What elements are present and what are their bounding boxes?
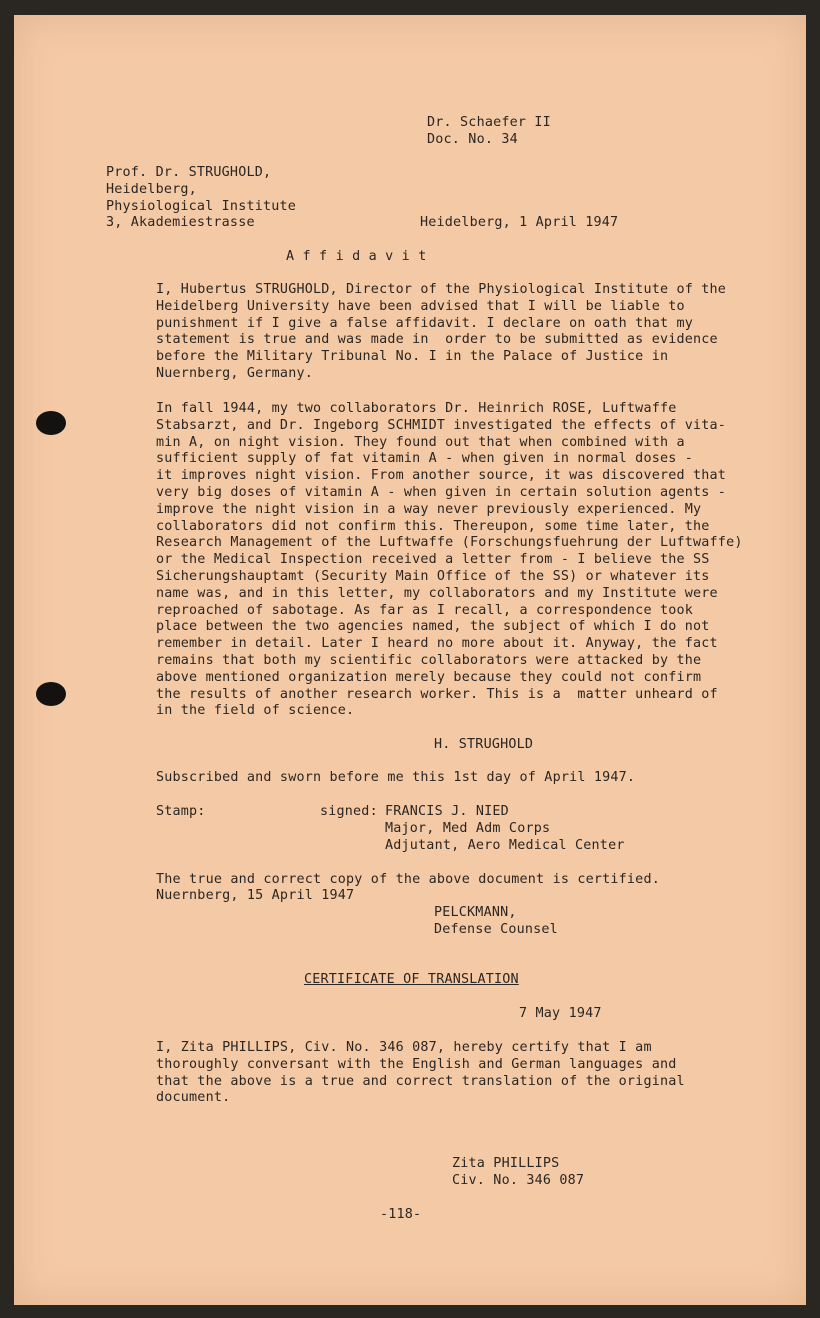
text-line: I, Zita PHILLIPS, Civ. No. 346 087, hereby certify that I am	[156, 1040, 652, 1055]
officer-name: FRANCIS J. NIED	[385, 804, 509, 819]
officer-title: Adjutant, Aero Medical Center	[385, 838, 625, 853]
text-line: the results of another research worker. This is a matter unheard of	[156, 686, 718, 702]
text-line: or the Medical Inspection received a letter from - I believe the SS	[156, 552, 710, 568]
certification-line: The true and correct copy of the above document is certified.	[156, 872, 660, 887]
punch-hole-bottom	[36, 682, 66, 706]
text-line: place between the two agencies named, the subject of which I do not	[156, 619, 710, 635]
translator-civ-number: Civ. No. 346 087	[452, 1173, 585, 1188]
text-line: improve the night vision in a way never previously experienced. My	[156, 501, 702, 517]
text-line: that the above is a true and correct translation of the original	[156, 1073, 685, 1089]
paragraph-advisement	[156, 282, 726, 383]
sender-line: Physiological Institute	[106, 198, 297, 214]
counsel-title: Defense Counsel	[434, 922, 558, 937]
officer-rank: Major, Med Adm Corps	[385, 821, 551, 836]
translator-name: Zita PHILLIPS	[452, 1156, 560, 1171]
text-line: it improves night vision. From another source, it was discovered that	[156, 468, 727, 484]
sworn-statement: Subscribed and sworn before me this 1st day of April 1947.	[156, 770, 636, 785]
text-line: Nuernberg, Germany.	[156, 365, 313, 381]
text-line: remember in detail. Later I heard no more about it. Anyway, the fact	[156, 636, 718, 652]
punch-hole-top	[36, 411, 66, 435]
sender-address	[106, 165, 296, 232]
sender-line: 3, Akademiestrasse	[106, 215, 255, 231]
page-number: -118-	[380, 1207, 422, 1222]
signed-prefix: signed:	[320, 804, 378, 819]
sender-line: Heidelberg,	[106, 181, 197, 197]
text-line: above mentioned organization merely because they could not confirm	[156, 669, 702, 685]
text-line: thoroughly conversant with the English and German languages and	[156, 1056, 677, 1072]
paragraph-statement	[156, 401, 743, 720]
text-line: punishment if I give a false affidavit. I declare on oath that my	[156, 315, 694, 331]
affiant-signature: H. STRUGHOLD	[434, 737, 534, 752]
translation-heading: CERTIFICATE OF TRANSLATION	[304, 972, 519, 987]
text-line: in the field of science.	[156, 703, 355, 719]
sender-line: Prof. Dr. STRUGHOLD,	[106, 165, 272, 180]
text-line: very big doses of vitamin A - when given in certain solution agents -	[156, 484, 727, 500]
certification-place-date: Nuernberg, 15 April 1947	[156, 888, 355, 903]
text-line: In fall 1944, my two collaborators Dr. Heinrich ROSE, Luftwaffe	[156, 401, 677, 416]
doc-number: Doc. No. 34	[427, 132, 518, 147]
text-line: Heidelberg University have been advised that I will be liable to	[156, 298, 685, 314]
place-date: Heidelberg, 1 April 1947	[420, 215, 619, 230]
document-title: A f f i d a v i t	[286, 249, 427, 264]
text-line: Stabsarzt, and Dr. Ingeborg SCHMIDT investigated the effects of vita-	[156, 417, 727, 433]
text-line: collaborators did not confirm this. Thereupon, some time later, the	[156, 518, 710, 534]
text-line: name was, and in this letter, my collaborators and my Institute were	[156, 585, 718, 601]
doc-author: Dr. Schaefer II	[427, 115, 551, 130]
text-line: remains that both my scientific collaborators were attacked by the	[156, 652, 702, 668]
text-line: document.	[156, 1090, 231, 1106]
text-line: Sicherungshauptamt (Security Main Office of the SS) or whatever its	[156, 568, 710, 584]
text-line: before the Military Tribunal No. I in the Palace of Justice in	[156, 349, 669, 365]
text-line: statement is true and was made in order to be submitted as evidence	[156, 332, 718, 348]
text-line: reproached of sabotage. As far as I recall, a correspondence took	[156, 602, 694, 618]
stamp-label: Stamp:	[156, 804, 206, 819]
text-line: min A, on night vision. They found out that when combined with a	[156, 434, 685, 450]
text-line: sufficient supply of fat vitamin A - when given in normal doses -	[156, 451, 694, 467]
text-line: Research Management of the Luftwaffe (Forschungsfuehrung der Luftwaffe)	[156, 535, 743, 551]
translation-date: 7 May 1947	[519, 1006, 602, 1021]
counsel-name: PELCKMANN,	[434, 905, 517, 920]
translation-body	[156, 1040, 685, 1107]
text-line: I, Hubertus STRUGHOLD, Director of the Physiological Institute of the	[156, 282, 727, 297]
